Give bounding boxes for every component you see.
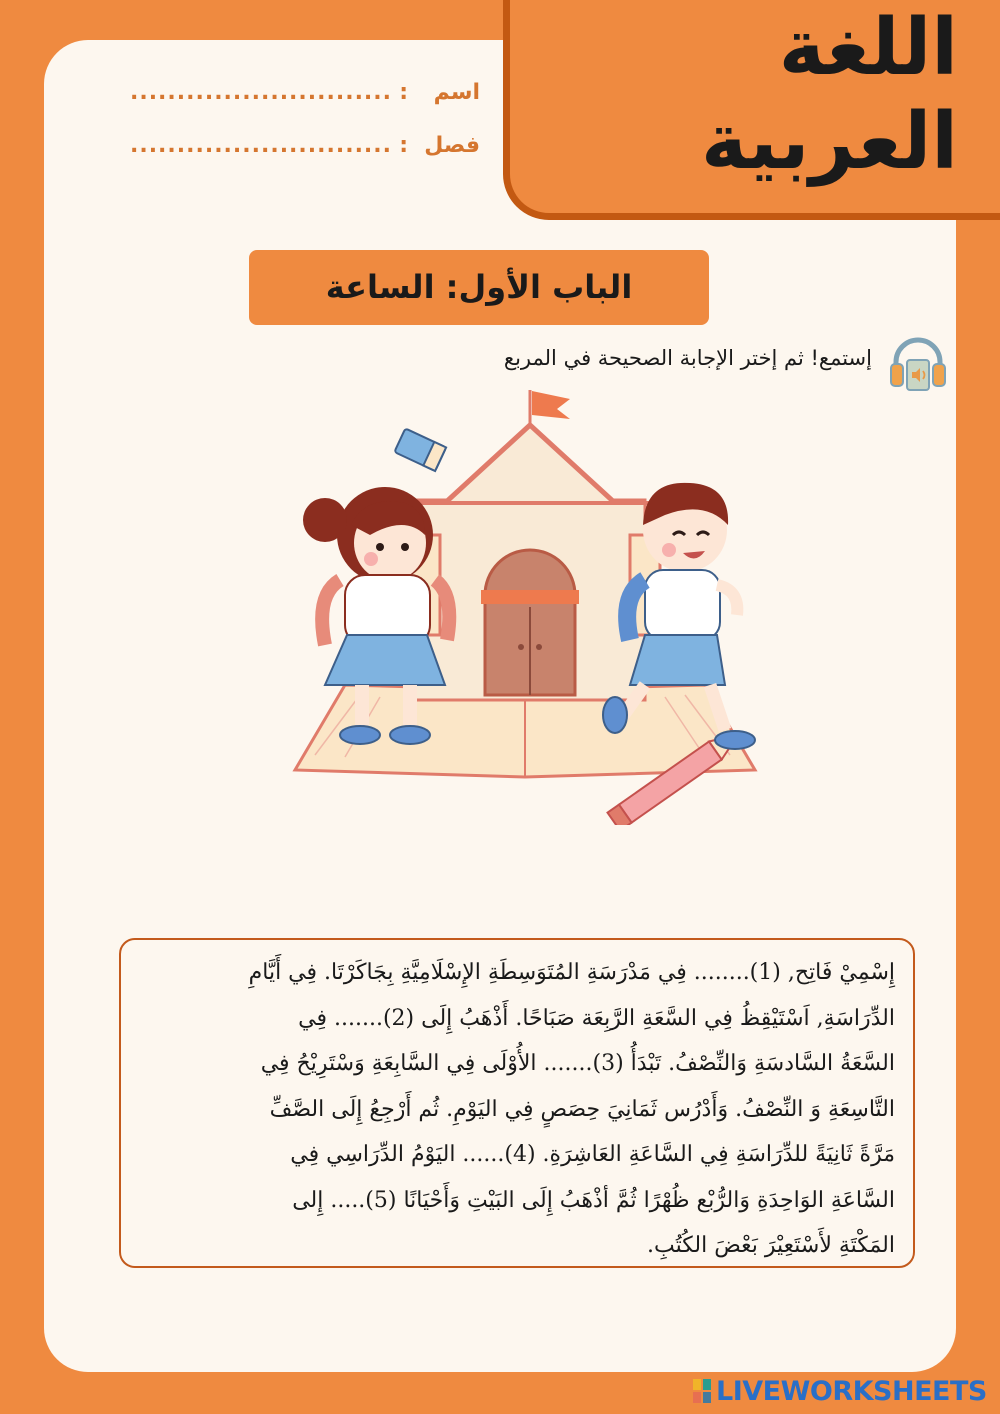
name-field[interactable] <box>129 80 480 110</box>
title-line-2: العربية <box>700 97 958 187</box>
headphone-icon[interactable] <box>888 334 948 394</box>
chapter-title: الباب الأول: الساعة <box>249 250 709 325</box>
passage-line-3: السَّعَةُ السَّادسَةِ وَالنِّصْفُ. تَبْدَأُ (3)....... الأُوْلَى فِي السَّابِعَةِ وَسْتَرِيْحُ فِي <box>260 1051 895 1076</box>
liveworksheets-logo[interactable] <box>692 1376 992 1408</box>
passage-line-4: التَّاسِعَةِ وَ النِّصْفُ. وَأَدْرُس ثَمَانِيَ حِصَصٍ فِي اليَوْمِ. ثُم أَرْجِعُ إِلَى الصَّفِّ <box>269 1096 895 1122</box>
name-dots: ............................ <box>129 80 392 105</box>
passage-line-6: السَّاعَةِ الوَاحِدَةِ وَالرُّبْع ظُهْرًا ثُمَّ أذْهَبُ إِلَى البَيْتِ وَأَحْيَانًا (5)..... إِلى <box>292 1187 895 1213</box>
class-label: فصل <box>424 133 480 158</box>
passage-line-2: الدِّرَاسَةِ, اَسْتَيْقِظُ فِي السَّعَةِ الرَّبِعَة صَبَاحًا. أَذْهَبُ إِلَى (2)....... فِي <box>298 1005 895 1031</box>
passage-line-1: إِسْمِيْ فَاتِح, (1)........ فِي مَدْرَسَةِ المُتَوَسِطَةِ الإِسْلَامِيَّةِ بِجَاكَرْتَا. فِي أَيَّامِ <box>248 960 895 985</box>
brand-text: LIVEWORKSHEETS <box>716 1376 987 1407</box>
class-colon: : <box>399 133 408 158</box>
passage-line-7: المَكْتَةِ لأَسْتَعِيْرَ بَعْضَ الكُتُبِ. <box>647 1233 895 1258</box>
school-children-illustration <box>285 385 765 825</box>
class-dots: ............................ <box>129 133 392 158</box>
page-title <box>538 1 958 189</box>
reading-passage <box>119 938 915 1268</box>
class-field[interactable] <box>129 133 480 163</box>
name-label: اسم <box>433 80 480 105</box>
title-line-1: اللغة <box>778 3 958 93</box>
title-banner <box>503 0 1000 220</box>
liveworksheets-logo-icon <box>692 1378 712 1404</box>
instruction-text: إستمع! ثم إختر الإجابة الصحيحة في المربع <box>503 346 872 370</box>
name-colon: : <box>399 80 408 105</box>
passage-line-5: مَرَّةً ثَانِيَةً للدِّرَاسَةِ فِي السَّاعَةِ العَاشِرَةِ. (4)...... اليَوْمُ الدِّرَاسِي فِي <box>290 1142 895 1167</box>
